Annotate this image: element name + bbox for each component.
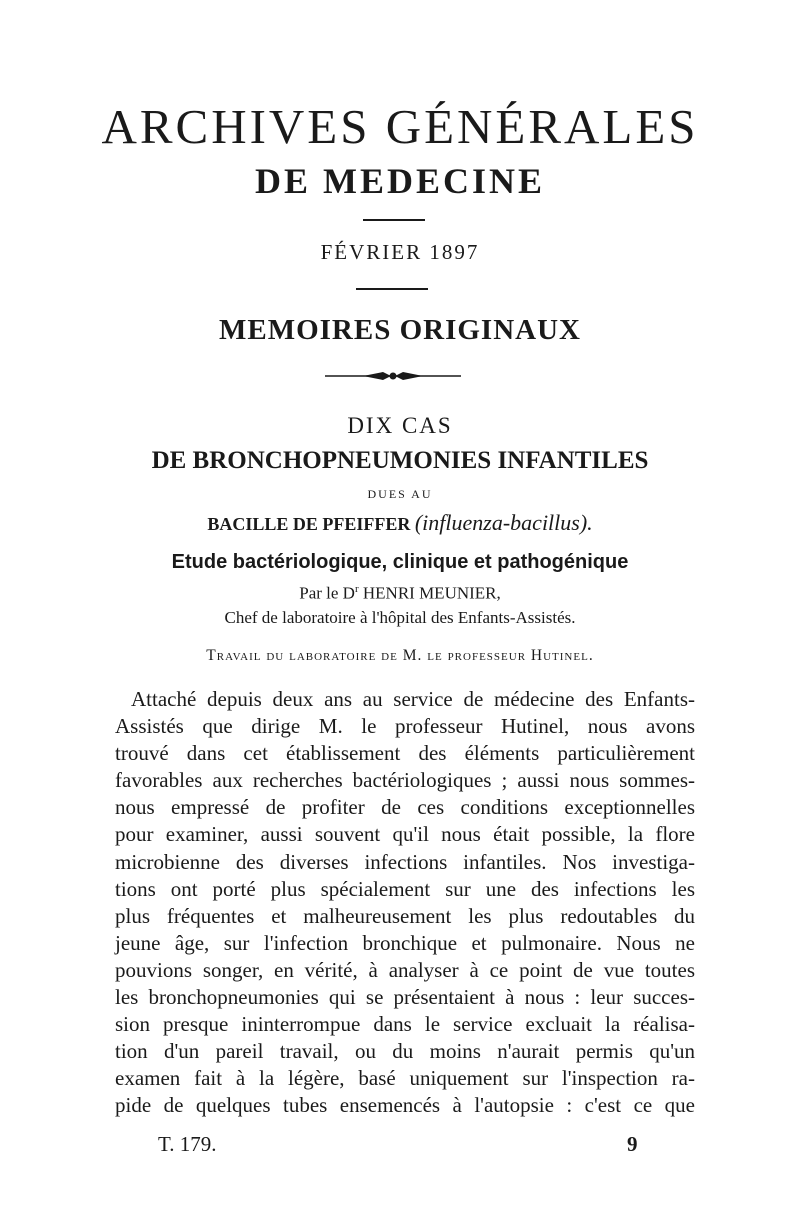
body-line: les bronchopneumonies qui se présentaient à nous : leur succes- <box>115 985 695 1010</box>
divider-rule <box>363 219 425 221</box>
journal-subtitle: DE MEDECINE <box>254 161 546 201</box>
issue-date: FÉVRIER 1897 <box>320 240 480 264</box>
volume-number: T. 179. <box>158 1132 217 1156</box>
author-role: Chef de laboratoire à l'hôpital des Enfants-Assistés. <box>224 608 576 627</box>
article-title-line-4 <box>0 510 800 536</box>
body-line: sion presque ininterrompue dans le service excluait la réalisa- <box>115 1012 695 1037</box>
section-title: MEMOIRES ORIGINAUX <box>219 314 581 346</box>
author-name: HENRI MEUNIER, <box>362 583 501 603</box>
ornamental-divider-icon <box>325 368 461 384</box>
body-line: pour examiner, aussi souvent qu'il nous était possible, la flore <box>115 822 695 847</box>
page-number: 9 <box>627 1132 638 1156</box>
article-title-line-1: DIX CAS <box>347 413 453 438</box>
body-line: jeune âge, sur l'infection bronchique et pulmonaire. Nous ne <box>115 930 695 955</box>
divider-rule <box>356 288 428 290</box>
body-line: nous empressé de profiter de ces conditions exceptionnelles <box>115 795 695 820</box>
body-line: examen fait à la légère, basé uniquement sur l'inspection ra- <box>115 1066 695 1091</box>
body-line: pide de quelques tubes ensemencés à l'autopsie : c'est ce que <box>115 1093 695 1118</box>
body-text <box>115 686 695 1120</box>
laboratory-credit: Travail du laboratoire de M. le professeur Hutinel. <box>206 647 594 664</box>
article-title-line-2: DE BRONCHOPNEUMONIES INFANTILES <box>151 447 649 474</box>
body-line: tion d'un pareil travail, ou du moins n'aurait permis qu'un <box>115 1039 695 1064</box>
article-title-line-3: DUES AU <box>367 487 433 501</box>
body-line: tions ont porté plus spécialement sur une des infections les <box>115 876 695 901</box>
body-line: Attaché depuis deux ans au service de médecine des Enfants- <box>131 687 695 711</box>
body-line: microbienne des diverses infections infantiles. Nos investiga- <box>115 849 695 874</box>
body-line: Assistés que dirige M. le professeur Hutinel, nous avons <box>115 714 695 739</box>
article-title-italic: (influenza-bacillus). <box>414 510 593 535</box>
body-line: pouvions songer, en vérité, à analyser à ce point de vue toutes <box>115 957 695 982</box>
body-line: favorables aux recherches bactériologiques ; aussi nous sommes- <box>115 768 695 793</box>
body-line: plus fréquentes et malheureusement les plus redoutables du <box>115 903 695 928</box>
body-line: trouvé dans cet établissement des éléments particulièrement <box>115 741 695 766</box>
article-subtitle: Etude bactériologique, clinique et pathogénique <box>171 551 629 573</box>
author-line <box>0 583 800 604</box>
author-prefix-sup: r <box>354 583 359 595</box>
article-title-bacillus: BACILLE DE PFEIFFER <box>207 514 411 534</box>
author-prefix: Par le D <box>299 583 355 603</box>
journal-title: ARCHIVES GÉNÉRALES <box>101 99 699 154</box>
